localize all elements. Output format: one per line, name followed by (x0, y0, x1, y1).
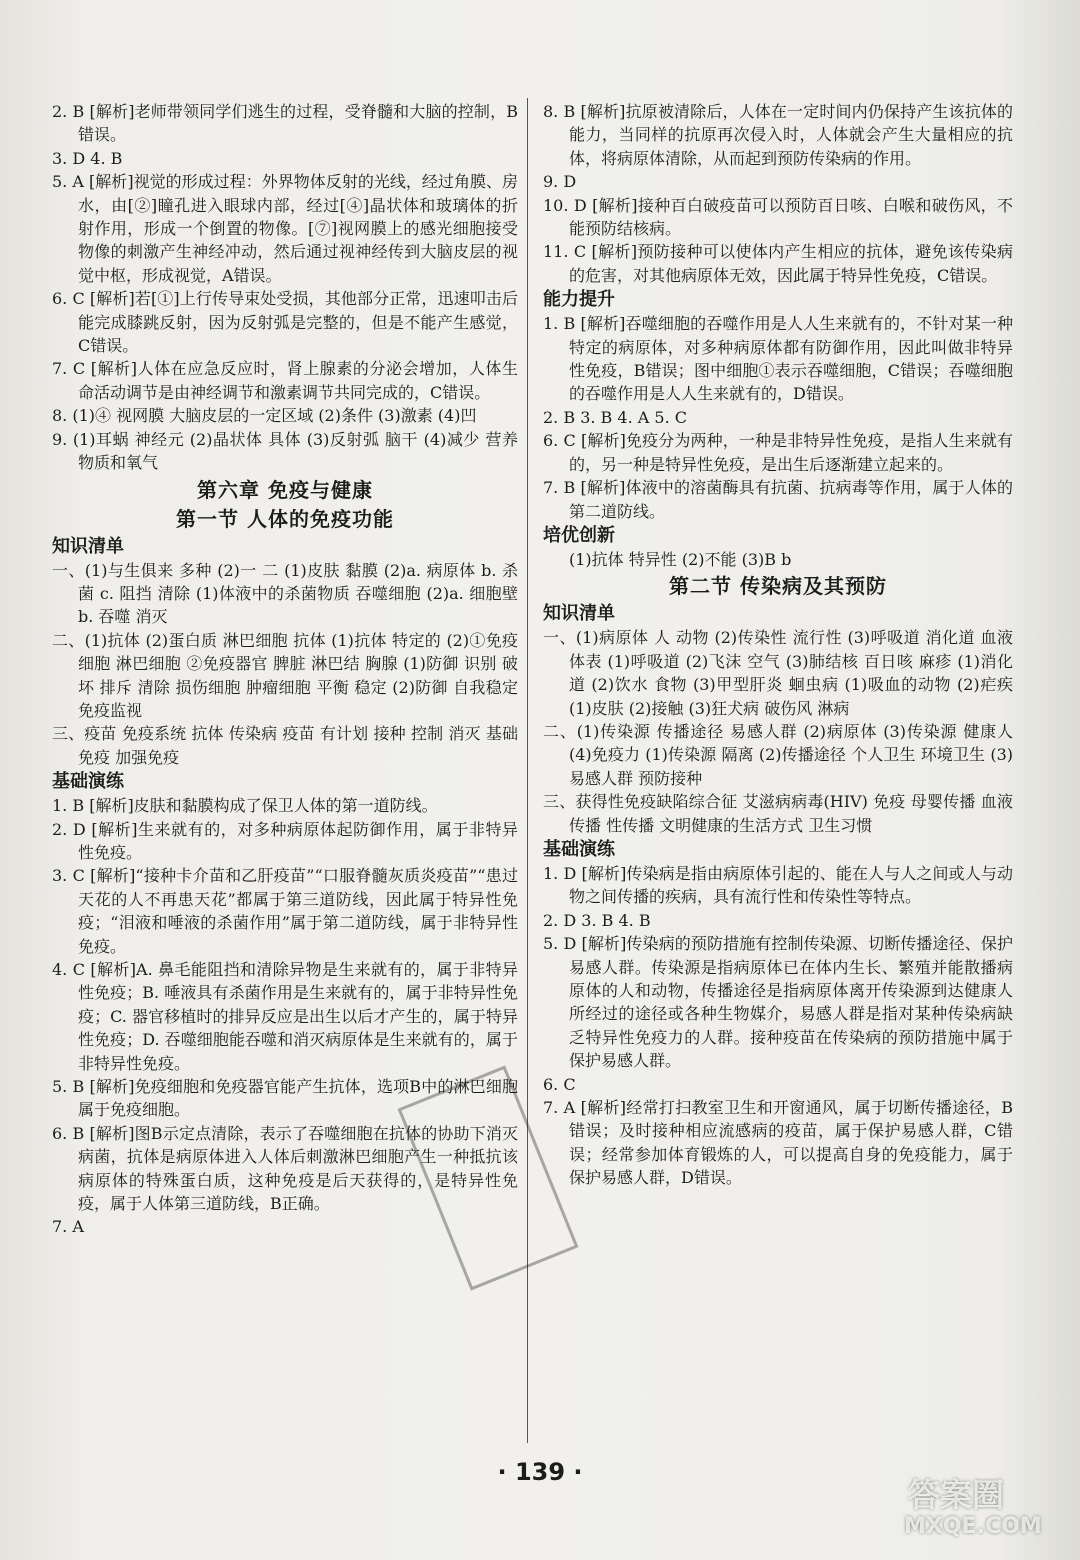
answer-line: 二、(1)抗体 (2)蛋白质 淋巴细胞 抗体 (1)抗体 特定的 (2)①免疫细胞 淋巴细胞 ②免疫器官 脾脏 淋巴结 胸腺 (1)防御 识别 破坏 排斥 清除 损伤细胞 肿瘤细胞 平衡 稳定 (2)防御 自我稳定 免疫监视 (52, 630, 518, 720)
answer-line: 6. C (543, 1074, 576, 1094)
answer-line: 4. C [解析]A. 鼻毛能阻挡和清除异物是生来就有的，属于非特异性免疫；B. 唾液具有杀菌作用是生来就有的，属于非特异性免疫；C. 器官移植时的排异反应是出生以后才产生的，属于特异性免疫；D. 吞噬细胞能吞噬和消灭病原体是生来就有的，属于非特异性免疫。 (52, 960, 518, 1073)
column-divider (527, 98, 528, 1443)
answer-line: 2. D [解析]生来就有的，对多种病原体起防御作用，属于非特异性免疫。 (52, 819, 518, 862)
answer-line: 10. D [解析]接种百白破疫苗可以预防百日咳、白喉和破伤风，不能预防结核病。 (543, 195, 1013, 239)
section-heading: 培优创新 (543, 524, 615, 546)
answer-line: 9. D (543, 172, 577, 192)
answer-line: 8. B [解析]抗原被清除后，人体在一定时间内仍保持产生该抗体的能力，当同样的抗原再次侵入时，人体就会产生大量相应的抗体，将病原体清除，从而起到预防传染病的作用。 (543, 102, 1013, 168)
section-heading: 基础演练 (52, 771, 124, 793)
answer-line: 5. A [解析]视觉的形成过程：外界物体反射的光线，经过角膜、房水，由[②]瞳孔进入眼球内部，经过[④]晶状体和玻璃体的折射作用，形成一个倒置的物像。[⑦]视网膜上的感光细胞接受物像的刺激产生神经冲动，然后通过视神经传到大脑皮层的视觉中枢，形成视觉，A错误。 (52, 172, 518, 285)
right-column (543, 100, 1013, 1190)
answer-line: 6. B [解析]图B示定点清除，表示了吞噬细胞在抗体的协助下消灭病菌，抗体是病原体进入人体后刺激淋巴细胞产生一种抵抗该病原体的特殊蛋白质，这种免疫是后天获得的，是特异性免疫，属于人体第三道防线，B正确。 (52, 1123, 518, 1214)
answer-line: 2. B 3. B 4. A 5. C (543, 407, 687, 427)
lesson-title: 第二节 传染病及其预防 (669, 574, 887, 599)
answer-line: 8. (1)④ 视网膜 大脑皮层的一定区域 (2)条件 (3)激素 (4)凹 (52, 406, 477, 426)
section-heading: 能力提升 (543, 289, 615, 311)
answer-line: 二、(1)传染源 传播途径 易感人群 (2)病原体 (3)传染源 健康人 (4)免疫力 (1)传染源 隔离 (2)传播途径 个人卫生 环境卫生 (3)易感人群 预防接种 (543, 721, 1013, 788)
answer-line: 三、获得性免疫缺陷综合征 艾滋病病毒(HIV) 免疫 母婴传播 血液传播 性传播 文明健康的生活方式 卫生习惯 (543, 792, 1013, 835)
section-heading: 知识清单 (543, 603, 615, 625)
answer-line: 7. A [解析]经常打扫教室卫生和开窗通风，属于切断传播途径，B错误；及时接种相应流感病的疫苗，属于保护易感人群，C错误；经常参加体育锻炼的人，可以提高自身的免疫能力，属于保护易感人群，D错误。 (543, 1098, 1013, 1188)
answer-line: 3. C [解析]“接种卡介苗和乙肝疫苗”“口服脊髓灰质炎疫苗”“患过天花的人不再患天花”都属于第三道防线，因此属于特异性免疫；“泪液和唾液的杀菌作用”属于第二道防线，属于非特异性免疫。 (52, 866, 518, 956)
answer-line: 三、疫苗 免疫系统 抗体 传染病 疫苗 有计划 接种 控制 消灭 基础免疫 加强免疫 (52, 724, 518, 767)
answer-line: 7. C [解析]人体在应急反应时，肾上腺素的分泌会增加，人体生命活动调节是由神经调节和激素调节共同完成的，C错误。 (52, 359, 518, 402)
answer-line: 3. D 4. B (52, 148, 123, 168)
answer-line: 一、(1)病原体 人 动物 (2)传染性 流行性 (3)呼吸道 消化道 血液 体表 (1)呼吸道 (2)飞沫 空气 (3)肺结核 百日咳 麻疹 (1)消化道 (2)饮水 食物 (3)甲型肝炎 蛔虫病 (1)吸血的动物 (2)疟疾 (1)皮肤 (2)接触 (3)狂犬病 破伤风 淋病 (543, 628, 1013, 718)
answer-line: 5. D [解析]传染病的预防措施有控制传染源、切断传播途径、保护易感人群。传染源是指病原体已在体内生长、繁殖并能散播病原体的人和动物，传播途径是指病原体离开传染源到达健康人所经过的途径或各种生物媒介，易感人群是指对某种传染病缺乏特异性免疫力的人群。接种疫苗在传染病的预防措施中属于保护易感人群。 (543, 934, 1013, 1071)
lesson-title: 第一节 人体的免疫功能 (176, 506, 394, 531)
answer-line: 1. B [解析]皮肤和黏膜构成了保卫人体的第一道防线。 (52, 796, 438, 816)
section-heading: 基础演练 (543, 838, 615, 860)
answer-line: 1. B [解析]吞噬细胞的吞噬作用是人人生来就有的，不针对某一种特定的病原体，对多种病原体都有防御作用，因此叫做非特异性免疫，B错误；图中细胞①表示吞噬细胞，C错误；吞噬细胞的吞噬作用是人人生来就有的，D错误。 (543, 314, 1013, 404)
answer-line: (1)抗体 特异性 (2)不能 (3)B b (569, 549, 792, 569)
watermark-url-text: MXQE.COM (904, 1514, 1042, 1539)
section-heading: 知识清单 (52, 535, 124, 557)
page-number: · 139 · (497, 1458, 583, 1486)
answer-line: 1. D [解析]传染病是指由病原体引起的、能在人与人之间或人与动物之间传播的疾病，具有流行性和传染性等特点。 (543, 863, 1013, 907)
chapter-title: 第六章 免疫与健康 (197, 477, 373, 502)
answer-line: 7. A (52, 1217, 84, 1237)
answer-line: 5. B [解析]免疫细胞和免疫器官能产生抗体，选项B中的淋巴细胞属于免疫细胞。 (52, 1077, 518, 1120)
answer-line: 7. B [解析]体液中的溶菌酶具有抗菌、抗病毒等作用，属于人体的第二道防线。 (543, 478, 1013, 521)
answer-line: 6. C [解析]免疫分为两种，一种是非特异性免疫，是指人生来就有的，另一种是特异性免疫，是出生后逐渐建立起来的。 (543, 431, 1013, 474)
watermark-logo-text: 答案圈 (908, 1476, 1005, 1514)
answer-line: 9. (1)耳蜗 神经元 (2)晶状体 具体 (3)反射弧 脑干 (4)减少 营养物质和氧气 (52, 429, 518, 473)
answer-line: 6. C [解析]若[①]上行传导束处受损，其他部分正常，迅速叩击后能完成膝跳反射，因为反射弧是完整的，但是不能产生感觉，C错误。 (52, 289, 518, 356)
answer-line: 一、(1)与生俱来 多种 (2)一 二 (1)皮肤 黏膜 (2)a. 病原体 b. 杀菌 c. 阻挡 清除 (1)体液中的杀菌物质 吞噬细胞 (2)a. 细胞壁 b. 吞噬 消灭 (52, 560, 518, 627)
site-watermark (900, 1470, 1070, 1550)
answer-line: 2. B [解析]老师带领同学们逃生的过程，受脊髓和大脑的控制，B错误。 (52, 102, 518, 145)
left-column (52, 100, 518, 1239)
answer-line: 11. C [解析]预防接种可以使体内产生相应的抗体，避免该传染病的危害，对其他病原体无效，因此属于特异性免疫，C错误。 (543, 242, 1013, 285)
answer-line: 2. D 3. B 4. B (543, 910, 651, 930)
